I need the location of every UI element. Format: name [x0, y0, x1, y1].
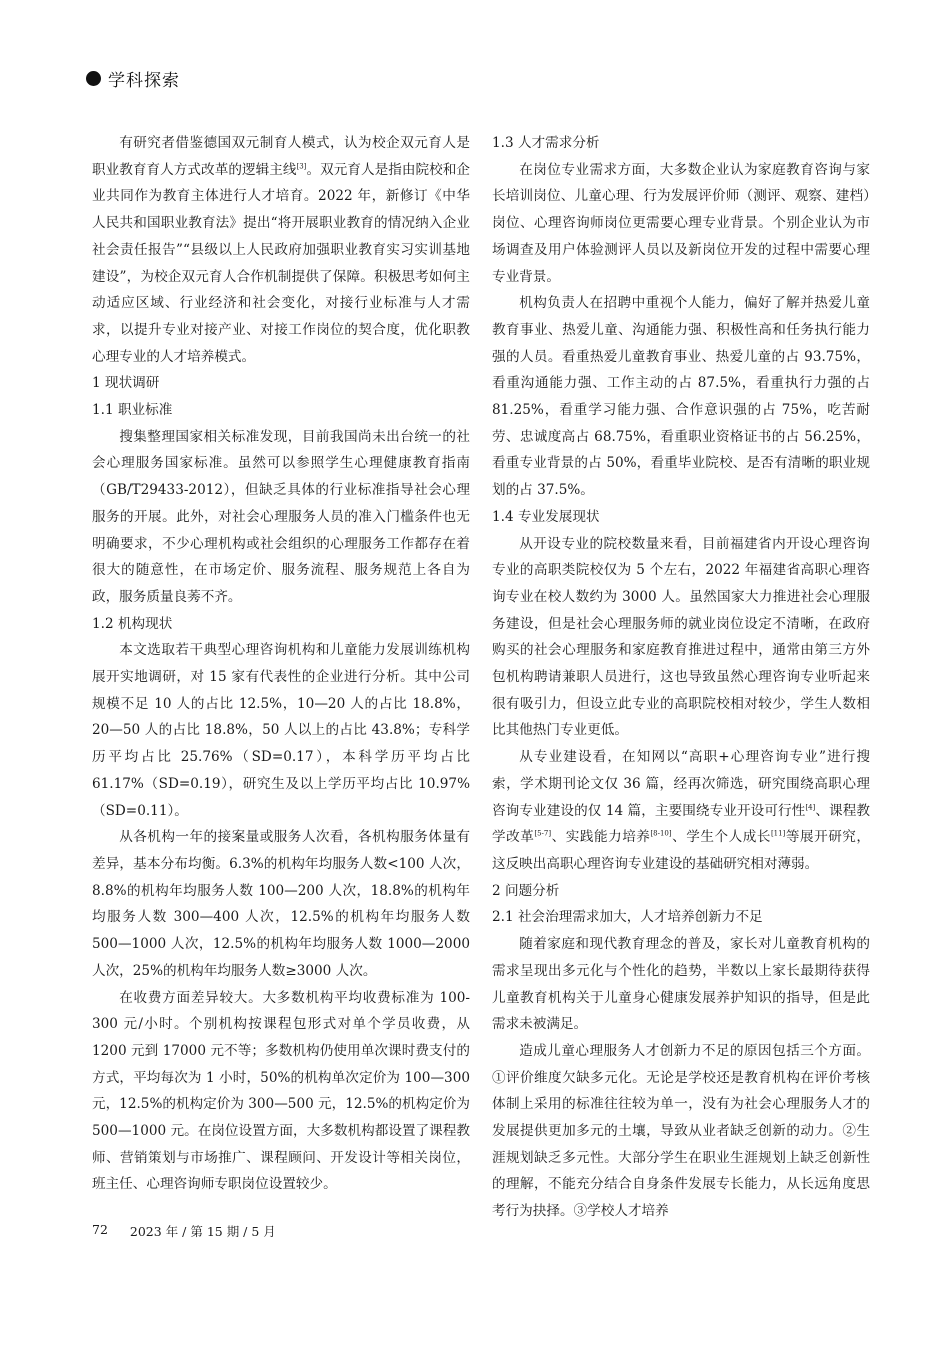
paragraph: 从各机构一年的接案量或服务人次看，各机构服务体量有差异，基本分布均衡。6.3%的机构年均服务人数<100 人次，8.8%的机构年均服务人数 100—200 人次，18.8%的机构年均服务人数 300—400 人次，12.5%的机构年均服务人数 500—1000 人次，12.5%的机构年均服务人数 1000—2000 人次，25%的机构年均服务人数≥3000 人次。: [92, 829, 470, 979]
page-footer: [92, 1222, 276, 1240]
heading-1: 1 现状调研: [92, 375, 160, 392]
paragraph: 在岗位专业需求方面，大多数企业认为家庭教育咨询与家长培训岗位、儿童心理、行为发展评价师（测评、观察、建档）岗位、心理咨询师岗位更需要心理专业背景。个别企业认为市场调查及用户体验测评人员以及新岗位开发的过程中需要心理专业背景。: [492, 161, 870, 285]
citation-ref[interactable]: [5-7]: [534, 829, 552, 838]
heading-1-2: 1.2 机构现状: [92, 615, 173, 632]
heading-1-1: 1.1 职业标准: [92, 402, 173, 419]
heading-1-3: 1.3 人才需求分析: [492, 135, 600, 151]
paragraph: 本文选取若干典型心理咨询机构和儿童能力发展训练机构展开实地调研，对 15 家有代表性的企业进行分析。其中公司规模不足 10 人的占比 12.5%，10—20 人的占比 18.8%，20—50 人的占比 18.8%，50 人以上的占比 43.8%；专科学历平均占比 25.76%（SD=0.17），本科学历平均占比 61.17%（SD=0.19），研究生及以上学历平均占比 10.97%（SD=0.11）。: [92, 642, 470, 819]
paragraph: 有研究者借鉴德国双元制育人模式，认为校企双元育人是职业教育育人方式改革的逻辑主线[3]。双元育人是指由院校和企业共同作为教育主体进行人才培育。2022 年，新修订《中华人民共和国职业教育法》提出“将开展职业教育的情况纳入企业社会责任报告”“县级以上人民政府加强职业教育实习实训基地建设”，为校企双元育人合作机制提供了保障。积极思考如何主动适应区域、行业经济和社会变化，对接行业标准与人才需求，以提升专业对接产业、对接工作岗位的契合度，优化职教心理专业的人才培养模式。: [92, 135, 471, 365]
heading-1-4: 1.4 专业发展现状: [492, 508, 600, 525]
page-number: 72: [92, 1222, 108, 1237]
issue-info: 2023 年 / 第 15 期 / 5 月: [129, 1224, 276, 1239]
paragraph: 随着家庭和现代教育理念的普及，家长对儿童教育机构的需求呈现出多元化与个性化的趋势，半数以上家长最期待获得儿童教育机构关于儿童身心健康发展养护知识的指导，但是此需求未被满足。: [492, 936, 870, 1033]
paragraph: 从开设专业的院校数量来看，目前福建省内开设心理咨询专业的高职类院校仅为 5 个左右，2022 年福建省高职心理咨询专业在校人数约为 3000 人。虽然国家大力推进社会心理服务建设，但是社会心理服务师的就业岗位设定不清晰，在政府购买的社会心理服务和家庭教育推进过程中，通常由第三方外包机构聘请兼职人员进行，这也导致虽然心理咨询专业听起来很有吸引力，但设立此专业的高职院校相对较少，学生人数相比其他热门专业更低。: [492, 535, 870, 739]
citation-ref[interactable]: [3]: [296, 162, 307, 171]
running-header: [86, 66, 180, 91]
bullet-dot-icon: [86, 71, 101, 86]
right-column: [492, 130, 870, 1225]
section-title: 学科探索: [108, 71, 180, 91]
paragraph: 造成儿童心理服务人才创新力不足的原因包括三个方面。①评价维度欠缺多元化。无论是学校还是教育机构在评价考核体制上采用的标准往往较为单一，没有为社会心理服务人才的发展提供更加多元的土壤，导致从业者缺乏创新的动力。②生涯规划缺乏多元性。大部分学生在职业生涯规划上缺乏创新性的理解，不能充分结合自身条件发展专长能力，从长远角度思考行为抉择。③学校人才培养: [492, 1042, 870, 1220]
paragraph: 从专业建设看，在知网以“高职+心理咨询专业”进行搜索，学术期刊论文仅 36 篇，经再次筛选，研究围绕高职心理咨询专业建设的仅 14 篇，主要围绕专业开设可行性[4]、课程教学改革[5-7]、实践能力培养[8-10]、学生个人成长[11]等展开研究，这反映出高职心理咨询专业建设的基础研究相对薄弱。: [492, 749, 871, 872]
left-column: [92, 130, 470, 1198]
citation-ref[interactable]: [8-10]: [650, 829, 672, 838]
citation-ref[interactable]: [4]: [805, 803, 816, 812]
heading-2-1: 2.1 社会治理需求加大，人才培养创新力不足: [492, 909, 763, 926]
heading-2: 2 问题分析: [492, 882, 560, 899]
paragraph: 机构负责人在招聘中重视个人能力，偏好了解并热爱儿童教育事业、热爱儿童、沟通能力强、积极性高和任务执行能力强的人员。看重热爱儿童教育事业、热爱儿童的占 93.75%，看重沟通能力强、工作主动的占 87.5%，看重执行力强的占 81.25%，看重学习能力强、合作意识强的占 75%，吃苦耐劳、忠诚度高占 68.75%，看重职业资格证书的占 56.25%，看重专业背景的占 50%，看重毕业院校、是否有清晰的职业规划的占 37.5%。: [492, 295, 870, 499]
paragraph: 搜集整理国家相关标准发现，目前我国尚未出台统一的社会心理服务国家标准。虽然可以参照学生心理健康教育指南（GB/T29433-2012），但缺乏具体的行业标准指导社会心理服务的开展。此外，对社会心理服务人员的准入门槛条件也无明确要求，不少心理机构或社会组织的心理服务工作都存在着很大的随意性，在市场定价、服务流程、服务规范上各自为政，服务质量良莠不齐。: [92, 428, 470, 605]
citation-ref[interactable]: [11]: [770, 829, 786, 838]
paragraph: 在收费方面差异较大。大多数机构平均收费标准为 100-300 元/小时。个别机构按课程包形式对单个学员收费，从 1200 元到 17000 元不等；多数机构仍使用单次课时费支付的方式，平均每次为 1 小时，50%的机构单次定价为 100—300 元，12.5%的机构定价为 300—500 元，12.5%的机构定价为 500—1000 元。在岗位设置方面，大多数机构都设置了课程教师、营销策划与市场推广、课程顾问、开发设计等相关岗位，班主任、心理咨询师专职岗位设置较少。: [92, 989, 470, 1193]
